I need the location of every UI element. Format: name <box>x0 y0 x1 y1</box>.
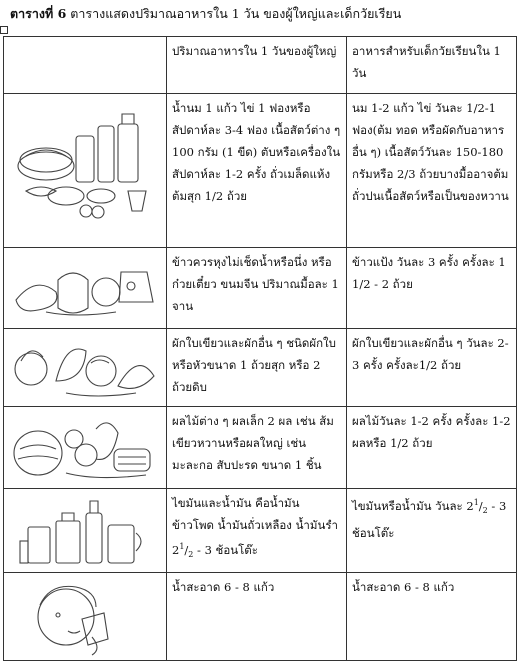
child-cell <box>347 407 517 489</box>
header-child-cell <box>347 37 517 94</box>
child-text-part: ไขมันหรือน้ำมัน วันละ 2 <box>352 498 474 513</box>
image-cell <box>4 489 167 573</box>
image-cell <box>4 407 167 489</box>
adult-cell <box>167 248 347 329</box>
child-text: ผักใบเขียวและผักอื่น ๆ วันละ 2-3 ครั้ง ครั้งละ1/2 ถ้วย <box>352 336 509 372</box>
adult-text-part: - 3 ช้อนโต๊ะ <box>193 542 258 557</box>
header-child-text: อาหารสำหรับเด็กวัยเรียนใน 1 วัน <box>352 44 501 80</box>
child-cell <box>347 329 517 407</box>
table-header-row <box>4 37 517 94</box>
adult-text: ข้าวควรหุงไม่เช็ดน้ำหรือนึ่ง หรือก๋วยเตี๋ยว ขนมจีน ปริมาณมื้อละ 1 จาน <box>172 255 339 313</box>
protein-dairy-foods-icon <box>6 96 162 244</box>
adult-text: น้ำนม 1 แก้ว ไข่ 1 ฟองหรือสัปดาห์ละ 3-4 ฟอง เนื้อสัตว์ต่าง ๆ 100 กรัม (1 ขีด) ตับหรือเครื่องในสัปดาห์ละ 1-2 ครั้ง ถั่วเมล็ดแห้งต้มสุก 1/2 ถ้วย <box>172 101 341 203</box>
image-cell <box>4 573 167 661</box>
table-row <box>4 248 517 329</box>
header-image-cell <box>4 37 167 94</box>
adult-cell <box>167 94 347 248</box>
adult-cell <box>167 573 347 661</box>
child-text-part: - 3 ช้อนโต๊ะ <box>352 498 507 541</box>
adult-cell <box>167 407 347 489</box>
image-cell <box>4 329 167 407</box>
header-adult-text: ปริมาณอาหารใน 1 วันของผู้ใหญ่ <box>172 44 337 58</box>
child-text: ผลไม้วันละ 1-2 ครั้ง ครั้งละ 1-2 ผลหรือ 1/2 ถ้วย <box>352 414 511 450</box>
table-caption <box>10 4 401 24</box>
header-adult-cell <box>167 37 347 94</box>
image-cell <box>4 94 167 248</box>
child-text: น้ำสะอาด 6 - 8 แก้ว <box>352 580 455 594</box>
table-row <box>4 489 517 573</box>
fats-oils-icon <box>6 491 162 569</box>
adult-text-part: ไขมันและน้ำมัน คือน้ำมันข้าวโพด น้ำมันถั่วเหลือง น้ำมันรำ 2 <box>172 496 338 557</box>
table-row <box>4 94 517 248</box>
table-row <box>4 329 517 407</box>
table-row <box>4 407 517 489</box>
image-cell <box>4 248 167 329</box>
child-text: ข้าวแป้ง วันละ 3 ครั้ง ครั้งละ 1 1/2 - 2 ถ้วย <box>352 255 506 291</box>
table-caption-label: ตารางที่ 6 <box>10 6 67 21</box>
child-cell <box>347 94 517 248</box>
child-drinking-water-icon <box>6 575 162 657</box>
child-fraction-denominator: 2 <box>482 506 488 516</box>
adult-text: ไขมันและน้ำมัน คือน้ำมันข้าวโพด น้ำมันถั่วเหลือง น้ำมันรำ $2^1/_2 - 3$ ช้อนโต๊ะ <box>172 496 338 560</box>
grains-starch-icon <box>6 250 162 326</box>
vegetables-icon <box>6 331 162 403</box>
table-caption-text: ตารางแสดงปริมาณอาหารใน 1 วัน ของผู้ใหญ่และเด็กวัยเรียน <box>70 6 402 21</box>
adult-fraction-numerator: 1 <box>179 542 185 551</box>
adult-cell <box>167 329 347 407</box>
child-cell <box>347 489 517 573</box>
fruits-icon <box>6 409 162 485</box>
child-fraction-numerator: 1 <box>473 498 479 507</box>
adult-text: น้ำสะอาด 6 - 8 แก้ว <box>172 580 275 594</box>
adult-text: ผลไม้ต่าง ๆ ผลเล็ก 2 ผล เช่น ส้มเขียวหวานหรือผลใหญ่ เช่น มะละกอ สับปะรด ขนาด 1 ชิ้น <box>172 414 334 472</box>
child-text: ไขมันหรือน้ำมัน วันละ $2^1/_2 - 3$ ช้อนโต๊ะ <box>352 498 507 541</box>
child-cell <box>347 248 517 329</box>
table-row <box>4 573 517 661</box>
adult-text: ผักใบเขียวและผักอื่น ๆ ชนิดผักใบหรือหัวขนาด 1 ถ้วยสุก หรือ 2 ถ้วยดิบ <box>172 336 336 394</box>
child-cell <box>347 573 517 661</box>
adult-fraction-denominator: 2 <box>188 550 194 560</box>
adult-cell <box>167 489 347 573</box>
table-anchor-handle[interactable] <box>0 26 8 34</box>
food-quantity-table <box>3 36 517 661</box>
child-text: นม 1-2 แก้ว ไข่ วันละ 1/2-1 ฟอง(ต้ม ทอด หรือผัดกับอาหารอื่น ๆ) เนื้อสัตว์วันละ 150-180 กรัมหรือ 2/3 ถ้วยบางมื้ออาจต้มถั่วปนเนื้อสัตว์หรือเป็นของหวาน <box>352 101 509 203</box>
